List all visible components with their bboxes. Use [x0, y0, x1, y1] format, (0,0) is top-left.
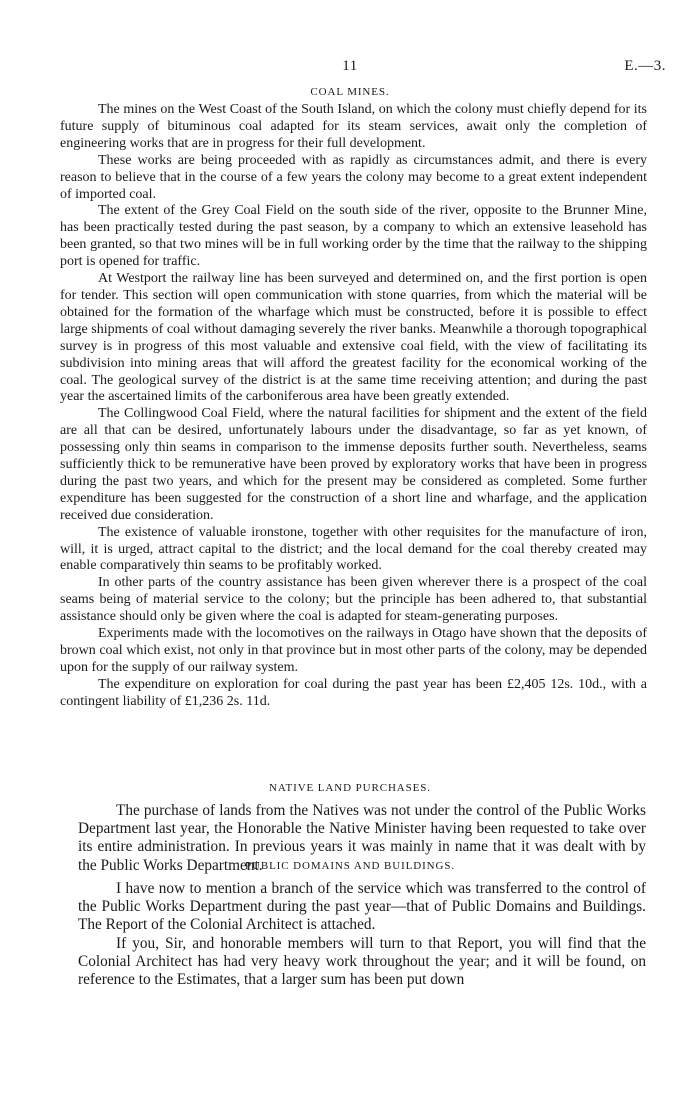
paragraph: I have now to mention a branch of the service which was transferred to the control of the Public Works Department during the past year—that of Public Domains and Buildings. The Report of the Colonial Architect is attached.	[78, 880, 646, 934]
native-land-purchases-heading: NATIVE LAND PURCHASES.	[269, 782, 431, 794]
page-reference: E.—3.	[624, 58, 666, 74]
paragraph: The existence of valuable ironstone, together with other requisites for the manufacture of iron, will, it is urged, attract capital to the district; and the local demand for the coal thereby created may enable comparatively thin seams to be profitably worked.	[60, 524, 647, 574]
paragraph: Experiments made with the locomotives on the railways in Otago have shown that the deposits of brown coal which exist, not only in that province but in most other parts of the colony, may be depended upon for the supply of our railway system.	[60, 626, 647, 675]
paragraph: The mines on the West Coast of the South Island, on which the colony must chiefly depend for its future supply of bituminous coal adapted for its steam services, await only the completion of engineering works that are in progress for their full development.	[60, 102, 647, 151]
paragraph: In other parts of the country assistance has been given wherever there is a prospect of the coal seams being of material service to the colony; but the principle has been adhered to, that substantial assistance should only be given where the coal is adapted for steam-generating purposes.	[60, 575, 647, 625]
paragraph: At Westport the railway line has been surveyed and determined on, and the first portion is open for tender. This section will open communication with stone quarries, from which the material will be obtained for the formation of the wharfage which must be constructed, before it is possible to effect large shipments of coal without damaging severely the river banks. Meanwhile a thorough topographical survey is in progress of this most valuable and extensive coal field, with the view of facilitating its subdivision into mining areas that will afford the greatest facility for the economical working of the coal. The geological survey of the district is at the same time receiving attention; and during the past year the ascertained limits of the carboniferous area have been greatly extended.	[60, 271, 647, 405]
public-domains-section	[78, 880, 646, 989]
paragraph: These works are being proceeded with as rapidly as circumstances admit, and there is every reason to believe that in the course of a few years the colony may become to a great extent independent of imported coal.	[60, 152, 647, 202]
paragraph: If you, Sir, and honorable members will turn to that Report, you will find that the Colonial Architect has had very heavy work throughout the year; and it will be found, on reference to the Estimates, that a larger sum has been put down	[78, 934, 646, 989]
paragraph: The expenditure on exploration for coal during the past year has been £2,405 12s. 10d., with a contingent liability of £1,236 2s. 11d.	[60, 676, 647, 709]
public-domains-heading: PUBLIC DOMAINS AND BUILDINGS.	[244, 860, 456, 872]
page-number: 11	[342, 58, 358, 74]
paragraph: The extent of the Grey Coal Field on the south side of the river, opposite to the Brunner Mine, has been practically tested during the past season, by a company to which an extensive leasehold has been granted, so that two mines will be in full working order by the time that the railway to the shipping port is opened for traffic.	[60, 203, 647, 270]
coal-mines-heading: COAL MINES.	[310, 86, 390, 98]
coal-mines-section	[60, 102, 647, 711]
paragraph: The Collingwood Coal Field, where the natural facilities for shipment and the extent of the field are all that can be desired, unfortunately labours under the disadvantage, so far as yet known, of possessing only thin seams in comparison to the immense deposits further south. Nevertheless, seams sufficiently thick to be remunerative have been proved by exploratory works that have been in progress during the past two years, and which for the present may be considered as completed. Some further expenditure has been suggested for the construction of a short line and wharfage, and the application received due consideration.	[60, 406, 647, 523]
paragraph: The purchase of lands from the Natives was not under the control of the Public Works Department last year, the Honorable the Native Minister having been requested to take over its entire administration. In previous years it was mainly in name that it was dealt with by the Public Works Department.	[78, 802, 646, 874]
